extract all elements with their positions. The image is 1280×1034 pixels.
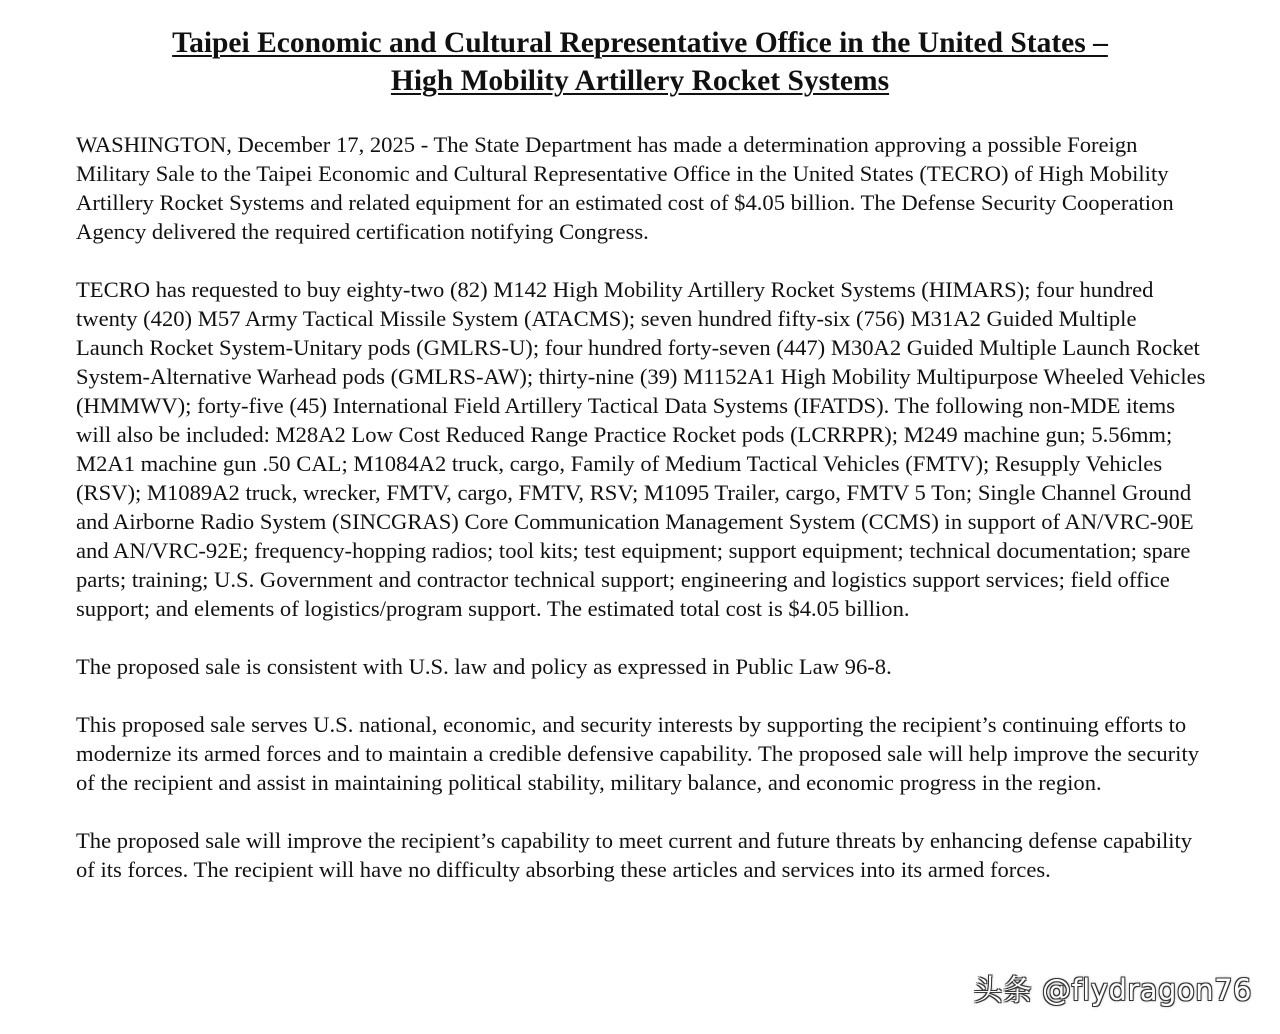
title-line-1: Taipei Economic and Cultural Representative Office in the United States –	[172, 27, 1108, 59]
watermark: 头条 @flydragon76	[973, 973, 1252, 1007]
document-title	[0, 24, 1280, 100]
paragraph-announcement: WASHINGTON, December 17, 2025 - The State Department has made a determination approving a possible Foreign Military Sale to the Taipei Economic and Cultural Representative Office in the United States (TECRO) of High Mobility Artillery Rocket Systems and related equipment for an estimated cost of $4.05 billion. The Defense Security Cooperation Agency delivered the required certification notifying Congress.	[76, 132, 1174, 244]
paragraph-public-law: The proposed sale is consistent with U.S. law and policy as expressed in Public Law 96-8.	[76, 654, 892, 679]
title-line-2: High Mobility Artillery Rocket Systems	[390, 65, 890, 97]
paragraph-requested-items: TECRO has requested to buy eighty-two (82) M142 High Mobility Artillery Rocket Systems (HIMARS); four hundred twenty (420) M57 Army Tactical Missile System (ATACMS); seven hundred fifty-six (756) M31A2 Guided Multiple Launch Rocket System-Unitary pods (GMLRS-U); four hundred forty-seven (447) M30A2 Guided Multiple Launch Rocket System-Alternative Warhead pods (GMLRS-AW); thirty-nine (39) M1152A1 High Mobility Multipurpose Wheeled Vehicles (HMMWV); forty-five (45) International Field Artillery Tactical Data Systems (IFATDS). The following non-MDE items will also be included: M28A2 Low Cost Reduced Range Practice Rocket pods (LCRRPR); M249 machine gun; 5.56mm; M2A1 machine gun .50 CAL; M1084A2 truck, cargo, Family of Medium Tactical Vehicles (FMTV); Resupply Vehicles (RSV); M1089A2 truck, wrecker, FMTV, cargo, FMTV, RSV; M1095 Trailer, cargo, FMTV 5 Ton; Single Channel Ground and Airborne Radio System (SINCGRAS) Core Communication Management System (CCMS) in support of AN/VRC-90E and AN/VRC-92E; frequency-hopping radios; tool kits; test equipment; support equipment; technical documentation; spare parts; training; U.S. Government and contractor technical support; engineering and logistics support services; field office support; and elements of logistics/program support. The estimated total cost is $4.05 billion.	[76, 277, 1206, 621]
paragraph-national-interest: This proposed sale serves U.S. national, economic, and security interests by supporting the recipient’s continuing efforts to modernize its armed forces and to maintain a credible defensive capability. The proposed sale will help improve the security of the recipient and assist in maintaining political stability, military balance, and economic progress in the region.	[76, 712, 1200, 795]
paragraph-capability: The proposed sale will improve the recipient’s capability to meet current and future threats by enhancing defense capability of its forces. The recipient will have no difficulty absorbing these articles and services into its armed forces.	[76, 828, 1193, 882]
document-body	[76, 130, 1206, 913]
